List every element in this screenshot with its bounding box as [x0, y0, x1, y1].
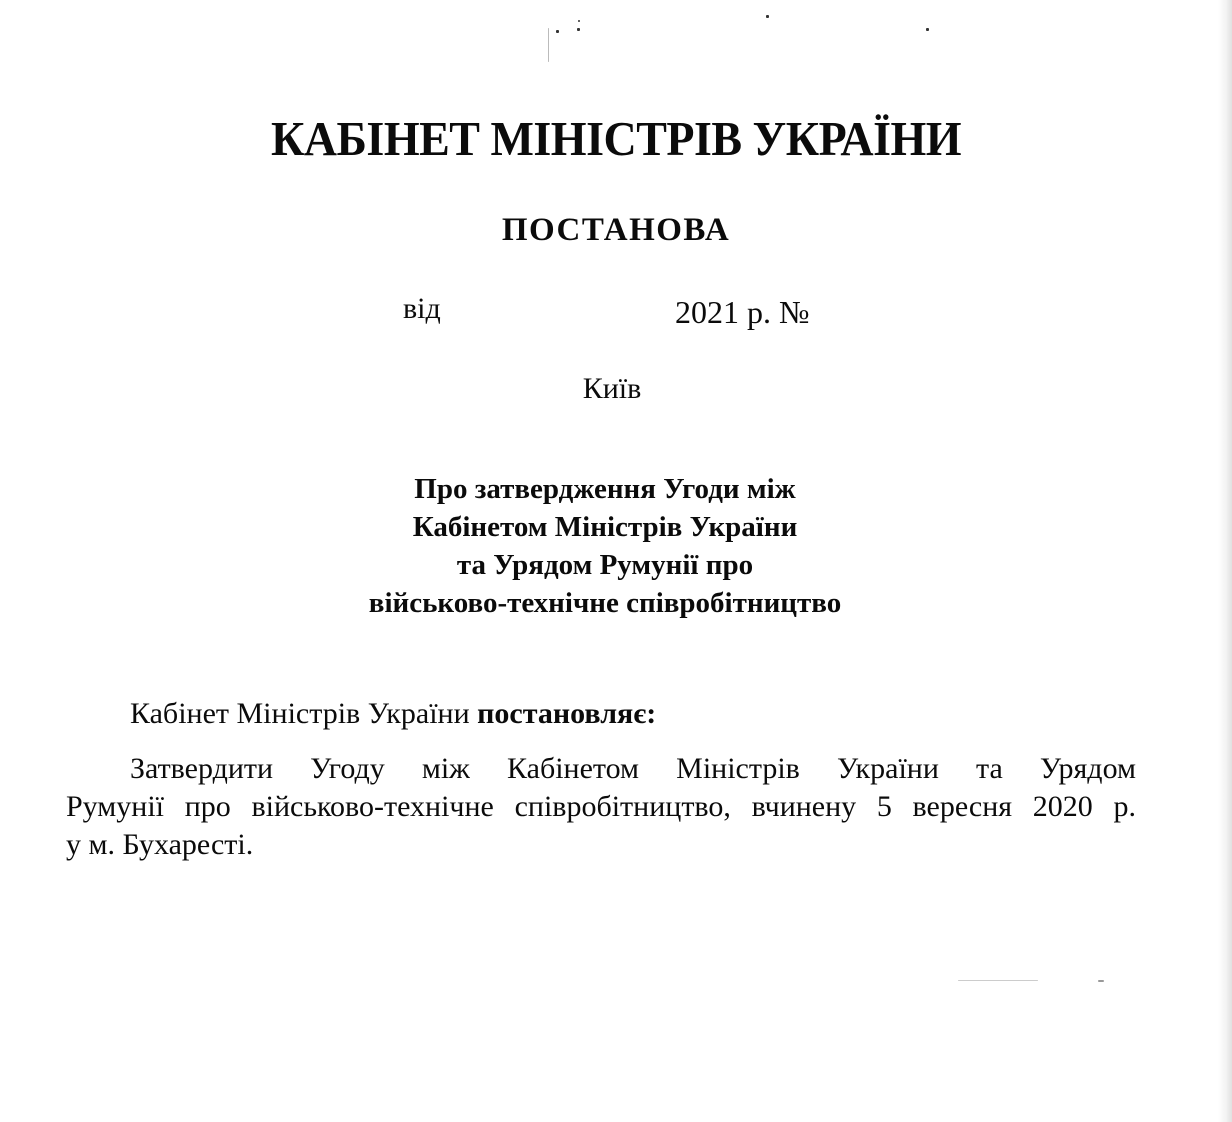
- city-name: Київ: [582, 372, 642, 405]
- date-number-label: 2021 р. №: [675, 294, 810, 330]
- scan-speck: [548, 28, 549, 62]
- body-line: у м. Бухаресті.: [66, 828, 254, 861]
- resolution-verb: постановляє:: [477, 697, 657, 730]
- subject-line: та Урядом Румунії про: [456, 549, 754, 581]
- subject-line: Про затвердження Угоди між: [414, 473, 796, 505]
- scan-speck: [766, 15, 769, 18]
- document-subject: [300, 470, 910, 622]
- scan-speck: [958, 980, 1038, 981]
- organization-title: КАБІНЕТ МІНІСТРІВ УКРАЇНИ: [270, 111, 962, 166]
- resolution-line: [130, 697, 656, 731]
- date-prefix: від: [403, 292, 441, 325]
- scan-speck: [1098, 980, 1104, 982]
- scan-speck: [556, 30, 559, 33]
- scan-shadow-edge: [1218, 0, 1232, 1122]
- body-paragraph: [66, 750, 1136, 864]
- body-line: Затвердити Угоду між Кабінетом Міністрів України та Урядом: [130, 752, 1136, 785]
- subject-line: Кабінетом Міністрів України: [412, 511, 798, 543]
- document-type: ПОСТАНОВА: [501, 212, 731, 248]
- scan-speck: [578, 20, 580, 22]
- scan-speck: [577, 28, 580, 31]
- body-line: Румунії про військово-технічне співробітництво, вчинену 5 вересня 2020 р.: [66, 790, 1136, 823]
- scan-speck: [926, 28, 929, 31]
- subject-line: військово-технічне співробітництво: [368, 587, 842, 619]
- resolution-subject: Кабінет Міністрів України: [130, 697, 470, 730]
